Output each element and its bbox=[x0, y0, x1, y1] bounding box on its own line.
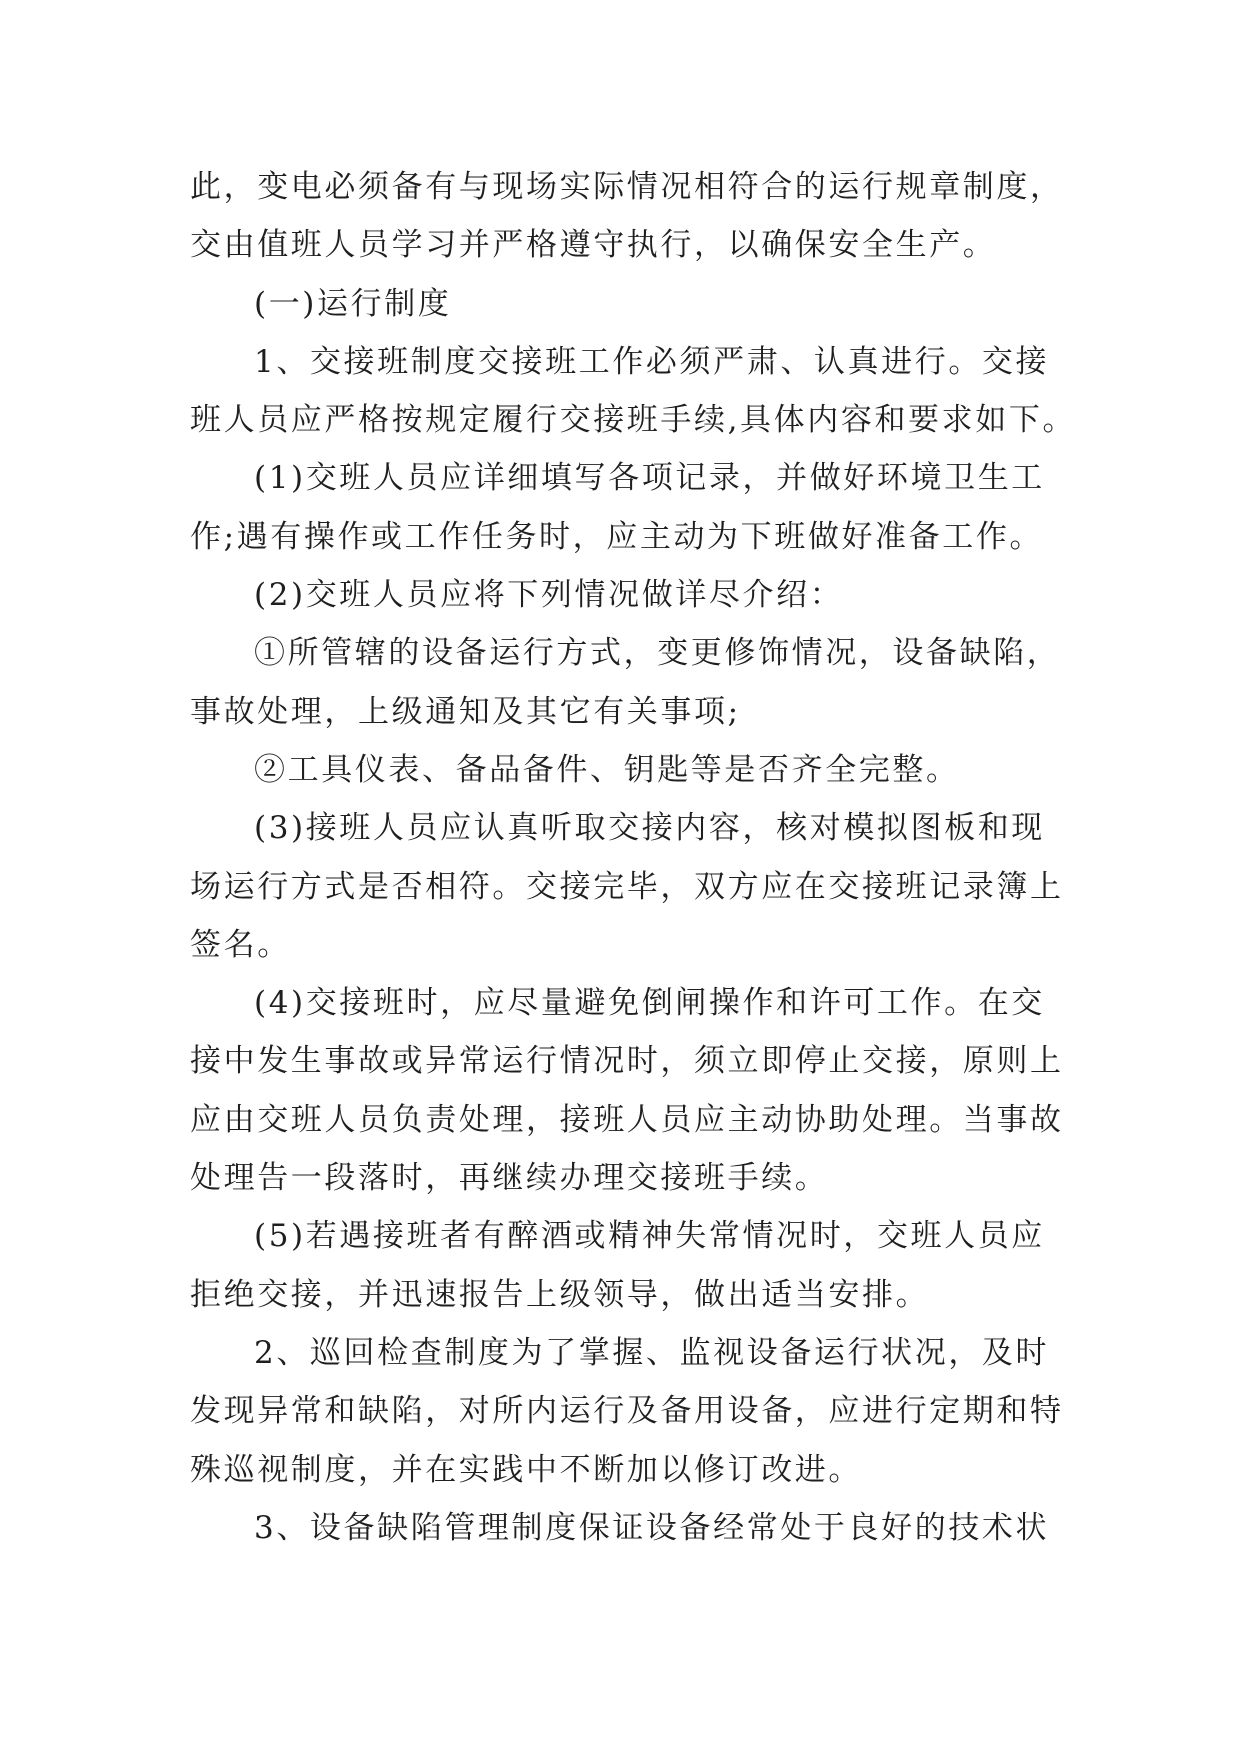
text-line: (4)交接班时，应尽量避免倒闸操作和许可工作。在交 bbox=[254, 985, 1045, 1022]
text-line: 作;遇有操作或工作任务时，应主动为下班做好准备工作。 bbox=[190, 518, 1044, 555]
text-line: (2)交班人员应将下列情况做详尽介绍： bbox=[254, 577, 844, 614]
text-line: (3)接班人员应认真听取交接内容，核对模拟图板和现 bbox=[254, 810, 1045, 847]
text-line: 场运行方式是否相符。交接完毕，双方应在交接班记录簿上 bbox=[190, 868, 1064, 905]
document-body bbox=[190, 158, 1090, 1557]
text-line: 签名。 bbox=[190, 926, 291, 963]
text-line: 接中发生事故或异常运行情况时，须立即停止交接，原则上 bbox=[190, 1043, 1064, 1080]
text-line: 班人员应严格按规定履行交接班手续,具体内容和要求如下。 bbox=[190, 402, 1077, 439]
text-line: (1)交班人员应详细填写各项记录，并做好环境卫生工 bbox=[254, 460, 1045, 497]
text-line: (5)若遇接班者有醉酒或精神失常情况时，交班人员应 bbox=[254, 1218, 1045, 1255]
text-line: 1、交接班制度交接班工作必须严肃、认真进行。交接 bbox=[254, 343, 1050, 380]
text-line: 2、巡回检查制度为了掌握、监视设备运行状况，及时 bbox=[254, 1334, 1050, 1371]
text-line: 3、设备缺陷管理制度保证设备经常处于良好的技术状 bbox=[254, 1509, 1050, 1546]
text-line: 交由值班人员学习并严格遵守执行，以确保安全生产。 bbox=[190, 227, 997, 264]
text-line: 应由交班人员负责处理，接班人员应主动协助处理。当事故 bbox=[190, 1101, 1064, 1138]
text-line: 此，变电必须备有与现场实际情况相符合的运行规章制度， bbox=[190, 169, 1064, 205]
text-line: ①所管辖的设备运行方式，变更修饰情况，设备缺陷， bbox=[254, 635, 1061, 672]
section-heading: (一)运行制度 bbox=[254, 285, 452, 322]
text-line: ②工具仪表、备品备件、钥匙等是否齐全完整。 bbox=[254, 751, 960, 788]
text-line: 处理告一段落时，再继续办理交接班手续。 bbox=[190, 1160, 829, 1197]
text-line: 拒绝交接，并迅速报告上级领导，做出适当安排。 bbox=[190, 1276, 930, 1313]
text-line: 事故处理，上级通知及其它有关事项; bbox=[190, 693, 741, 730]
text-line: 殊巡视制度，并在实践中不断加以修订改进。 bbox=[190, 1451, 862, 1488]
text-line: 发现异常和缺陷，对所内运行及备用设备，应进行定期和特 bbox=[190, 1393, 1064, 1430]
